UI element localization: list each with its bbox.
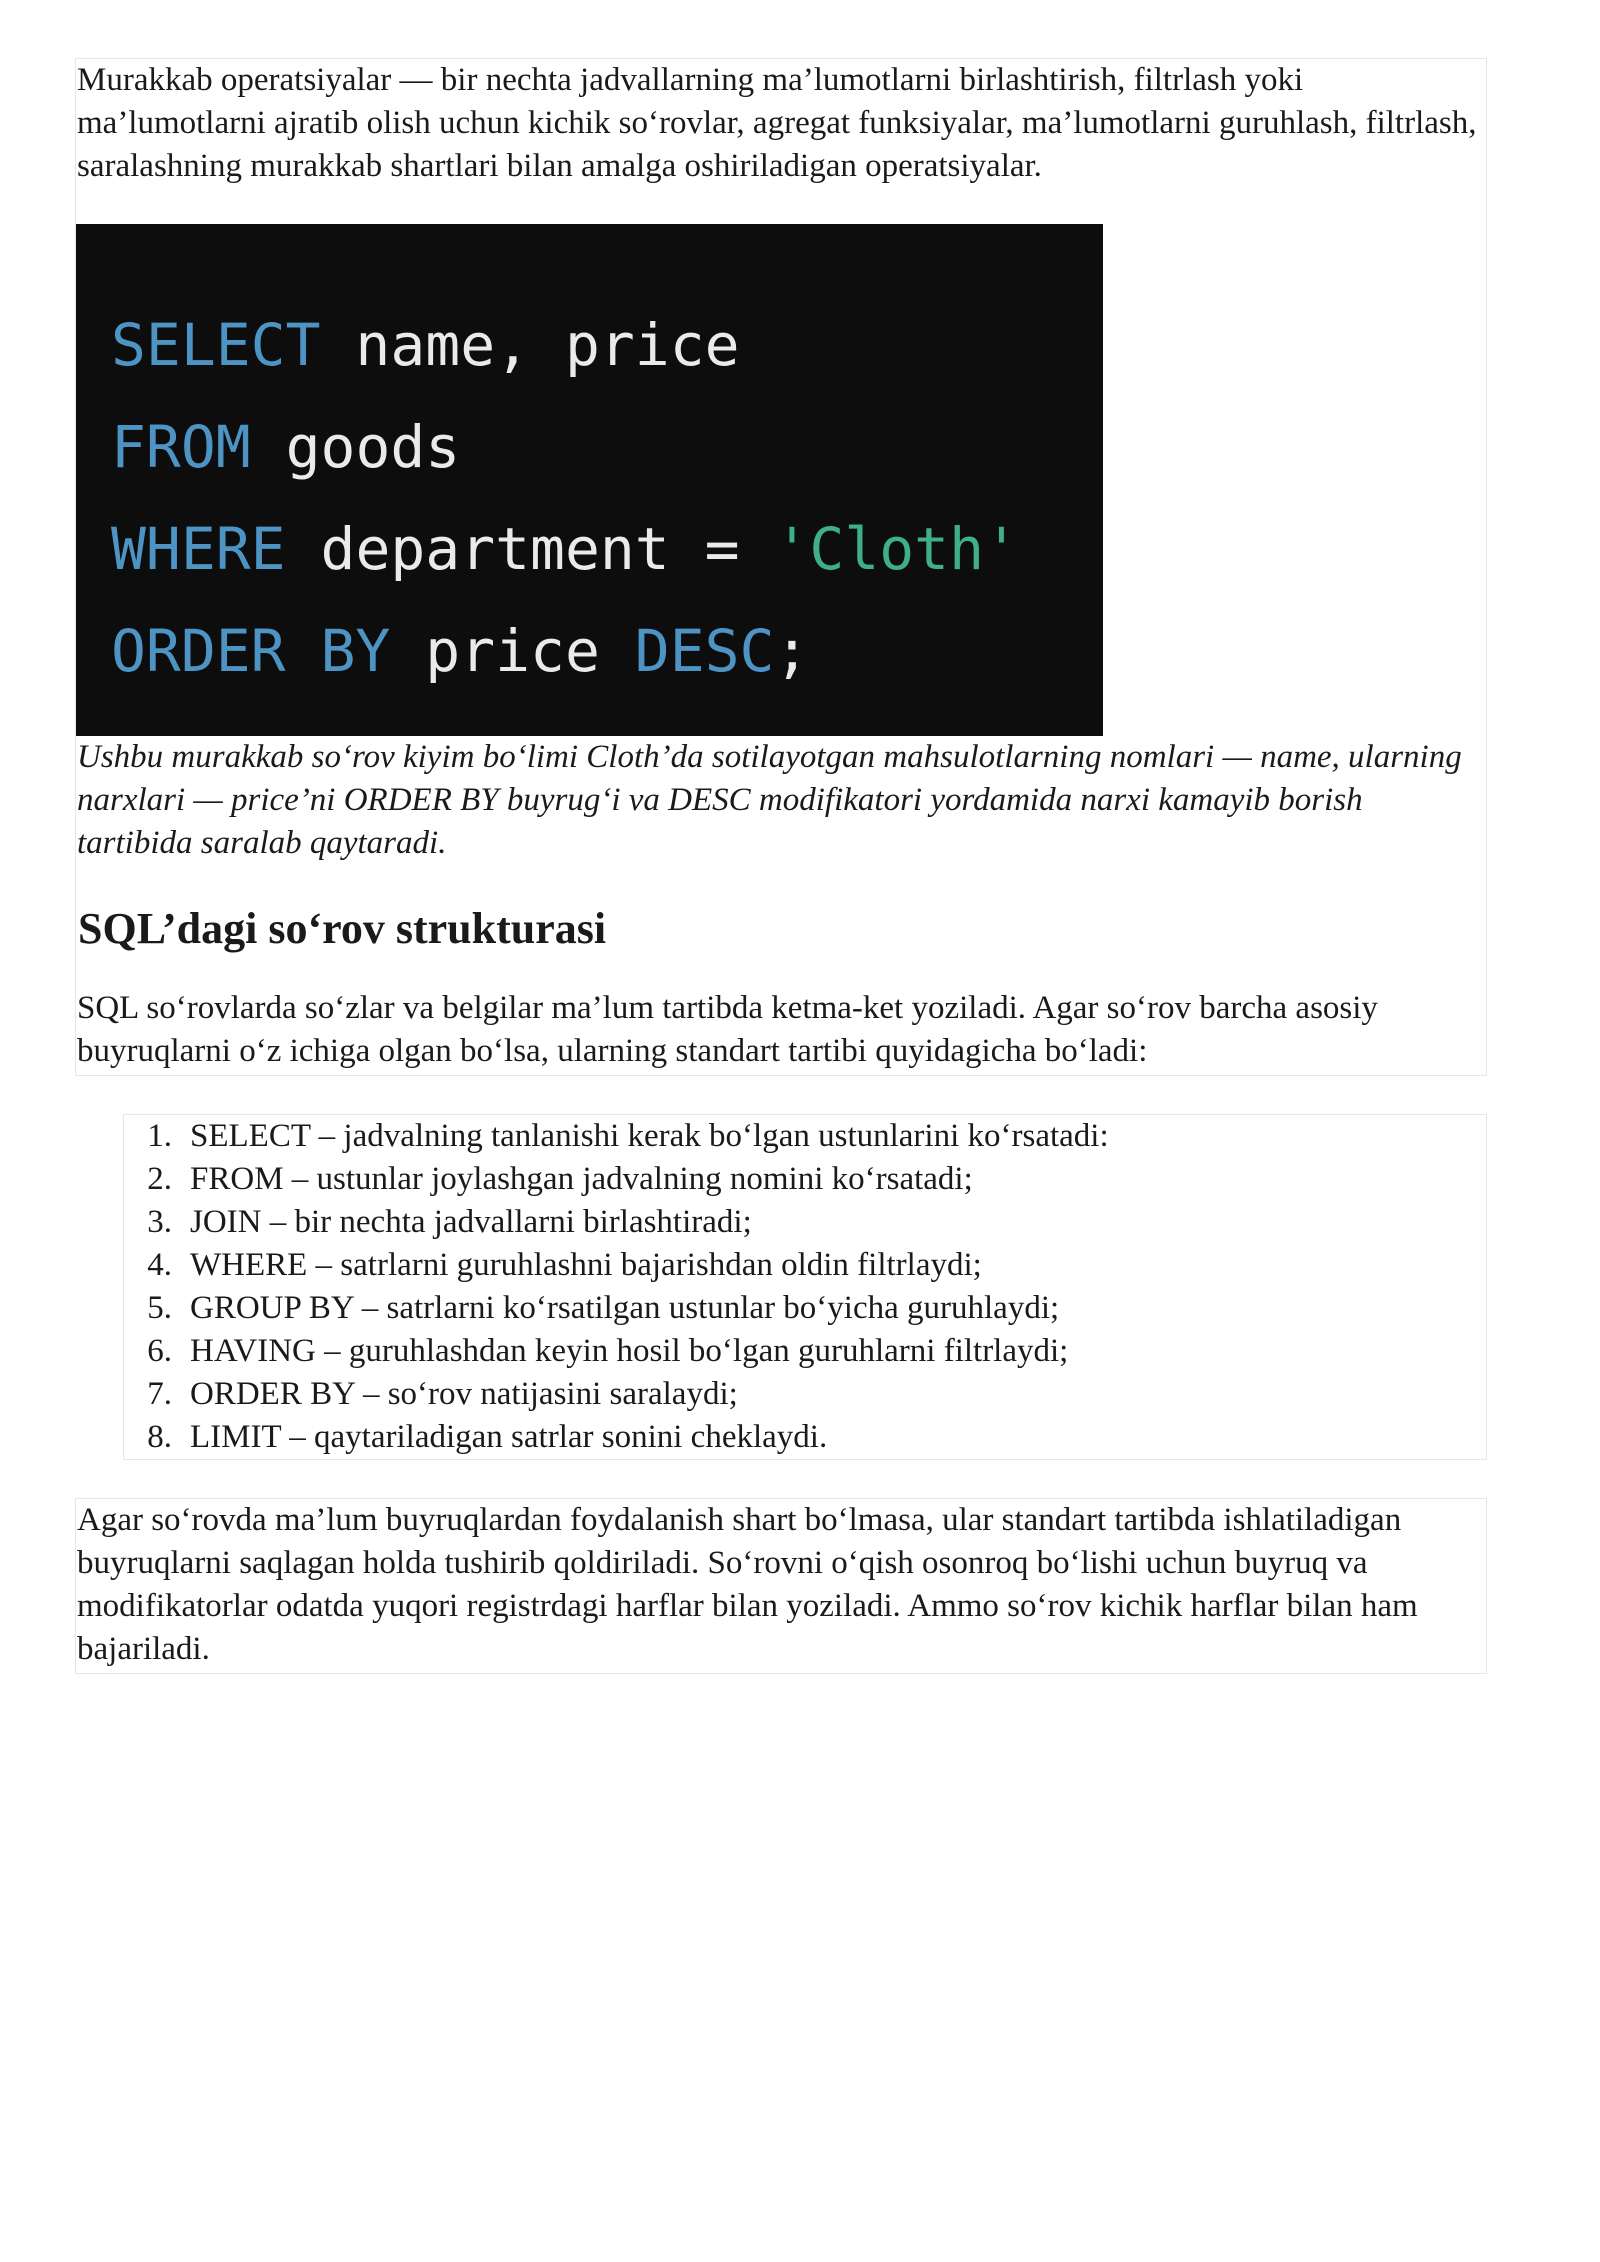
list-item	[124, 1115, 1486, 1158]
sql-code-image	[76, 224, 1103, 736]
list-number: 1.	[147, 1118, 172, 1154]
list-text: LIMIT – qaytariladigan satrlar sonini cheklaydi.	[190, 1419, 828, 1455]
list-item	[124, 1416, 1486, 1459]
code-figure	[76, 190, 1486, 736]
list-number: 2.	[147, 1161, 172, 1197]
list-text: ORDER BY – so‘rov natijasini saralaydi;	[190, 1376, 738, 1412]
list-number: 4.	[147, 1247, 172, 1283]
list-text: WHERE – satrlarni guruhlashni bajarishdan oldin filtrlaydi;	[190, 1247, 982, 1283]
list-text: JOIN – bir nechta jadvallarni birlashtiradi;	[190, 1204, 752, 1240]
intro-paragraph: Murakkab operatsiyalar — bir nechta jadvallarning ma’lumotlarni birlashtirish, filtrlash yoki ma’lumotlarni ajratib olish uchun kichik so‘rovlar, agregat funksiyalar, ma’lumotlarni guruhlash, filtrlash, saralashning murakkab shartlari bilan amalga oshiriladigan operatsiyalar.	[77, 62, 1477, 184]
code-text: ;	[774, 617, 810, 685]
list-text: SELECT – jadvalning tanlanishi kerak bo‘lgan ustunlarini ko‘rsatadi:	[190, 1118, 1109, 1154]
code-keyword: DESC	[634, 617, 775, 685]
list-item	[124, 1244, 1486, 1287]
list-number: 5.	[147, 1290, 172, 1326]
list-text: HAVING – guruhlashdan keyin hosil bo‘lgan guruhlarni filtrlaydi;	[190, 1333, 1069, 1369]
outro-section	[75, 1498, 1487, 1674]
list-number: 3.	[147, 1204, 172, 1240]
code-text: department =	[285, 515, 775, 583]
query-order-list	[123, 1114, 1487, 1460]
list-number: 6.	[147, 1333, 172, 1369]
code-line-3	[111, 498, 1103, 600]
list-number: 7.	[147, 1376, 172, 1412]
code-line-4	[111, 600, 1103, 702]
code-keyword: WHERE	[111, 515, 286, 583]
code-string: 'Cloth'	[774, 515, 1019, 583]
list-number: 8.	[147, 1419, 172, 1455]
code-keyword: FROM	[111, 413, 251, 481]
list-text: FROM – ustunlar joylashgan jadvalning nomini ko‘rsatadi;	[190, 1161, 973, 1197]
list-item	[124, 1330, 1486, 1373]
code-text: goods	[250, 413, 461, 481]
code-text: name, price	[320, 311, 740, 379]
figure-caption: Ushbu murakkab so‘rov kiyim bo‘limi Cloth’da sotilayotgan mahsulotlarning nomlari — name, ularning narxlari — price’ni ORDER BY buyrug‘i va DESC modifikatori yordamida narxi kamayib borish tartibida saralab qaytaradi.	[77, 739, 1462, 861]
code-text: price	[390, 617, 635, 685]
list-item	[124, 1287, 1486, 1330]
code-keyword: SELECT	[111, 311, 321, 379]
code-keyword: ORDER BY	[111, 617, 391, 685]
list-item	[124, 1158, 1486, 1201]
section-heading: SQL’dagi so‘rov strukturasi	[78, 904, 607, 953]
intro-section	[75, 58, 1487, 1076]
outro-paragraph: Agar so‘rovda ma’lum buyruqlardan foydalanish shart bo‘lmasa, ular standart tartibda ishlatiladigan buyruqlarni saqlagan holda tushirib qoldiriladi. So‘rovni o‘qish osonroq bo‘lishi uchun buyruq va modifikatorlar odatda yuqori registrdagi harflar bilan yoziladi. Ammo so‘rov kichik harflar bilan ham bajariladi.	[77, 1502, 1418, 1667]
document-page	[75, 58, 1487, 1674]
list-text: GROUP BY – satrlarni ko‘rsatilgan ustunlar bo‘yicha guruhlaydi;	[190, 1290, 1060, 1326]
list-item	[124, 1201, 1486, 1244]
list-item	[124, 1373, 1486, 1416]
code-line-1	[111, 294, 1103, 396]
code-line-2	[111, 396, 1103, 498]
structure-intro-paragraph: SQL so‘rovlarda so‘zlar va belgilar ma’lum tartibda ketma-ket yoziladi. Agar so‘rov barcha asosiy buyruqlarni o‘z ichiga olgan bo‘lsa, ularning standart tartibi quyidagicha bo‘ladi:	[77, 990, 1378, 1069]
